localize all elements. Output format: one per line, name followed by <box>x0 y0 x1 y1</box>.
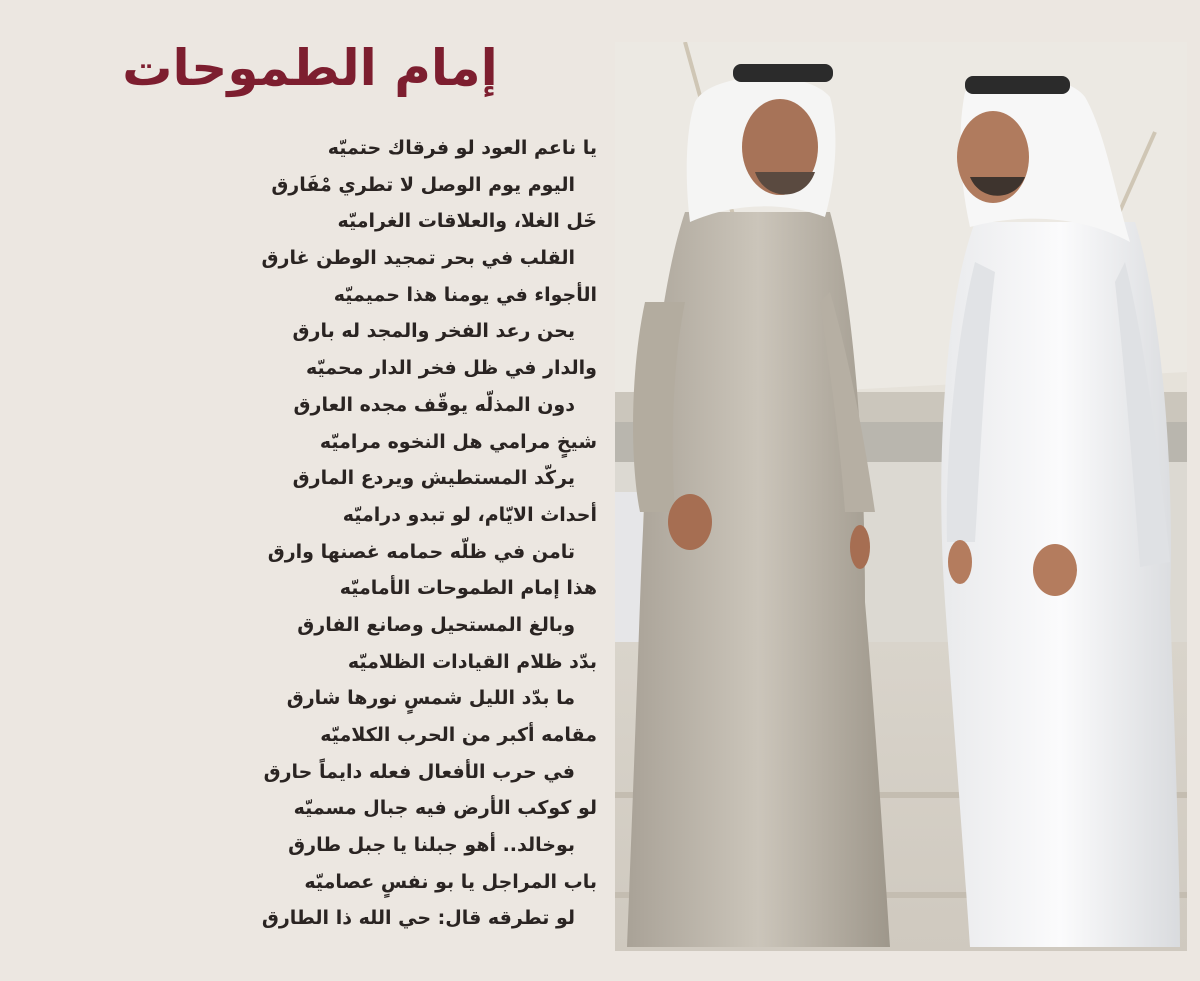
poem-line: ما بدّد الليل شمسٍ نورها شارق <box>286 687 575 710</box>
poem-line: يا ناعم العود لو فرقاك حتميّه <box>327 137 597 159</box>
poem-line: مقامه أكبر من الحرب الكلاميّه <box>320 724 597 746</box>
poem-line: شيخٍ مرامي هل النخوه مراميّه <box>319 430 597 453</box>
poem-line: في حرب الأفعال فعله دايماً حارق <box>263 760 575 783</box>
poem-line: لو تطرقه قال: حي الله ذا الطارق <box>261 907 575 930</box>
poem-line: القلب في بحر تمجيد الوطن غارق <box>261 247 575 270</box>
poem-line: وبالغ المستحيل وصانع الفارق <box>297 613 575 636</box>
photo-two-men-icon <box>615 42 1187 951</box>
poem-line: والدار في ظل فخر الدار محميّه <box>306 357 597 380</box>
poem-line: تامن في ظلّه حمامه غصنها وارق <box>267 540 575 563</box>
poem-line: بدّد ظلام القيادات الظلاميّه <box>347 650 597 673</box>
poem-line: يركّد المستطيش ويردع المارق <box>292 467 575 490</box>
poem-line: بوخالد.. أهو جبلنا يا جبل طارق <box>288 834 575 857</box>
poem-line: هذا إمام الطموحات الأماميّه <box>339 577 597 600</box>
poem-line: لو كوكب الأرض فيه جبال مسميّه <box>293 797 597 820</box>
poem <box>15 130 597 937</box>
poem-line: الأجواء في يومنا هذا حميميّه <box>333 283 597 306</box>
poem-line: دون المذلّه يوقّف مجده العارق <box>293 393 575 416</box>
poem-line: يحن رعد الفخر والمجد له بارق <box>292 320 575 343</box>
poem-line: اليوم يوم الوصل لا تطري مْفَارق <box>271 173 575 196</box>
poem-line: أحداث الايّام، لو تبدو دراميّه <box>342 503 597 526</box>
page-title: إمام الطموحات <box>122 39 498 97</box>
poem-line: باب المراجل يا بو نفسٍ عصاميّه <box>304 870 597 893</box>
poem-line: خَل الغلا، والعلاقات الغراميّه <box>337 210 597 233</box>
